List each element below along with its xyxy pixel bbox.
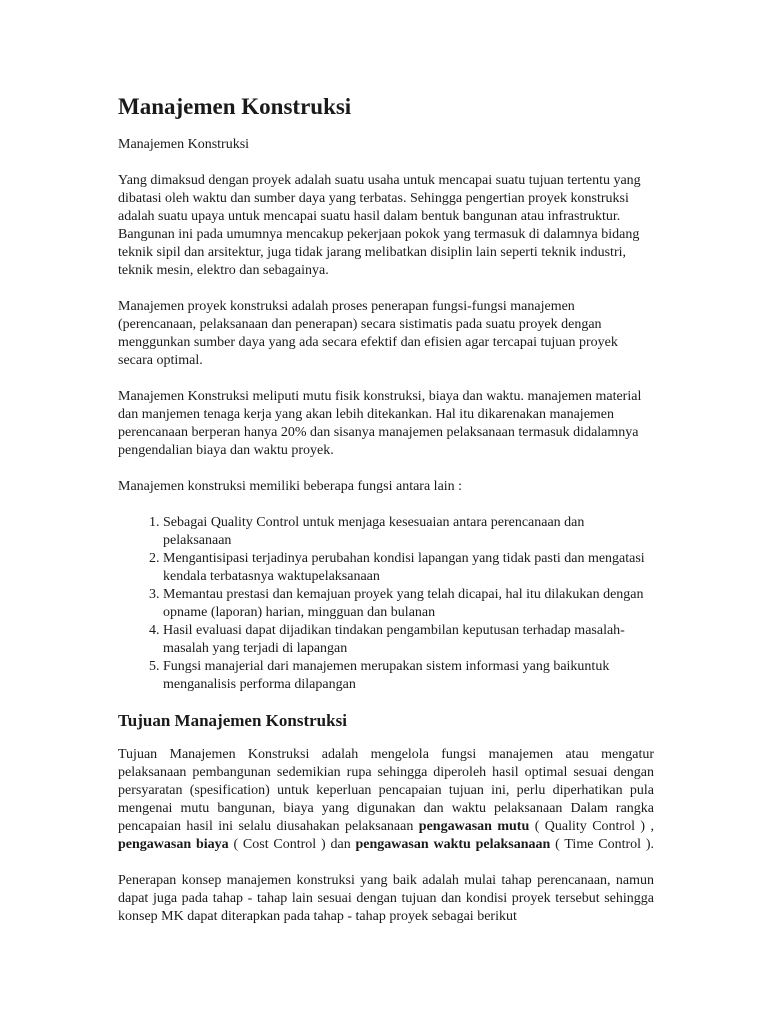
fungsi-list — [118, 514, 654, 694]
list-item: 3. Memantau prestasi dan kemajuan proyek yang telah dicapai, hal itu dilakukan dengan opname (laporan) harian, mingguan dan bulanan — [163, 586, 654, 622]
document-page — [118, 92, 654, 944]
section-heading-tujuan: Tujuan Manajemen Konstruksi — [118, 711, 347, 730]
paragraph-proyek-definition: Yang dimaksud dengan proyek adalah suatu usaha untuk mencapai suatu tujuan tertentu yang dibatasi oleh waktu dan sumber daya yang terbatas. Sehingga pengertian proyek konstruksi adalah suatu upaya untuk mencapai suatu hasil dalam bentuk bangunan atau infrastruktur. Bangunan ini pada umumnya mencakup pekerjaan pokok yang termasuk di dalamnya bidang teknik sipil dan arsitektur, juga tidak jarang melibatkan disiplin lain seperti teknik industri, teknik mesin, elektro dan sebagainya. — [118, 173, 641, 278]
paragraph-fungsi-intro: Manajemen konstruksi memiliki beberapa fungsi antara lain : — [118, 479, 463, 494]
tujuan-cost-control: ( Cost Control ) dan — [228, 837, 356, 852]
tujuan-text: Tujuan Manajemen Konstruksi adalah mengelola fungsi manajemen atau mengatur pelaksanaan pembangunan sedemikian rupa sehingga diperoleh hasil optimal sesuai dengan persyaratan (spesification) untuk keperluan pencapaian tujuan ini, perlu diperhatikan pula mengenai mutu bangunan, biaya yang digunakan dan waktu pelaksanaan Dalam rangka pencapaian hasil ini selalu diusahakan pelaksanaan — [118, 747, 654, 834]
tujuan-time-control: ( Time Control ). — [550, 837, 654, 852]
bold-pengawasan-waktu: pengawasan waktu pelaksanaan — [355, 837, 551, 852]
bold-pengawasan-biaya: pengawasan biaya — [118, 837, 229, 852]
bold-pengawasan-mutu: pengawasan mutu — [418, 819, 530, 834]
paragraph-manajemen-proyek: Manajemen proyek konstruksi adalah proses penerapan fungsi-fungsi manajemen (perencanaan, pelaksanaan dan penerapan) secara sistimatis pada suatu proyek dengan menggunkan sumber daya yang ada secara efektif dan efisien agar tercapai tujuan proyek secara optimal. — [118, 299, 618, 368]
list-item: 2. Mengantisipasi terjadinya perubahan kondisi lapangan yang tidak pasti dan mengatasi kendala terbatasnya waktupelaksanaan — [163, 550, 654, 586]
paragraph-meliputi: Manajemen Konstruksi meliputi mutu fisik konstruksi, biaya dan waktu. manajemen material dan manjemen tenaga kerja yang akan lebih ditekankan. Hal itu dikarenakan manajemen perencanaan berperan hanya 20% dan sisanya manajemen pelaksanaan termasuk didalamnya pengendalian biaya dan waktu proyek. — [118, 389, 642, 458]
tujuan-quality-control: ( Quality Control ) , — [529, 819, 654, 834]
document-title: Manajemen Konstruksi — [118, 94, 352, 119]
document-subtitle: Manajemen Konstruksi — [118, 137, 250, 152]
list-item: 5. Fungsi manajerial dari manajemen merupakan sistem informasi yang baikuntuk menganalisis performa dilapangan — [163, 658, 654, 694]
list-item: 1. Sebagai Quality Control untuk menjaga kesesuaian antara perencanaan dan pelaksanaan — [163, 514, 654, 550]
list-item: 4. Hasil evaluasi dapat dijadikan tindakan pengambilan keputusan terhadap masalah-masalah yang terjadi di lapangan — [163, 622, 654, 658]
paragraph-penerapan: Penerapan konsep manajemen konstruksi yang baik adalah mulai tahap perencanaan, namun dapat juga pada tahap - tahap lain sesuai dengan tujuan dan kondisi proyek tersebut sehingga konsep MK dapat diterapkan pada tahap - tahap proyek sebagai berikut — [118, 873, 654, 924]
paragraph-tujuan — [118, 746, 654, 854]
